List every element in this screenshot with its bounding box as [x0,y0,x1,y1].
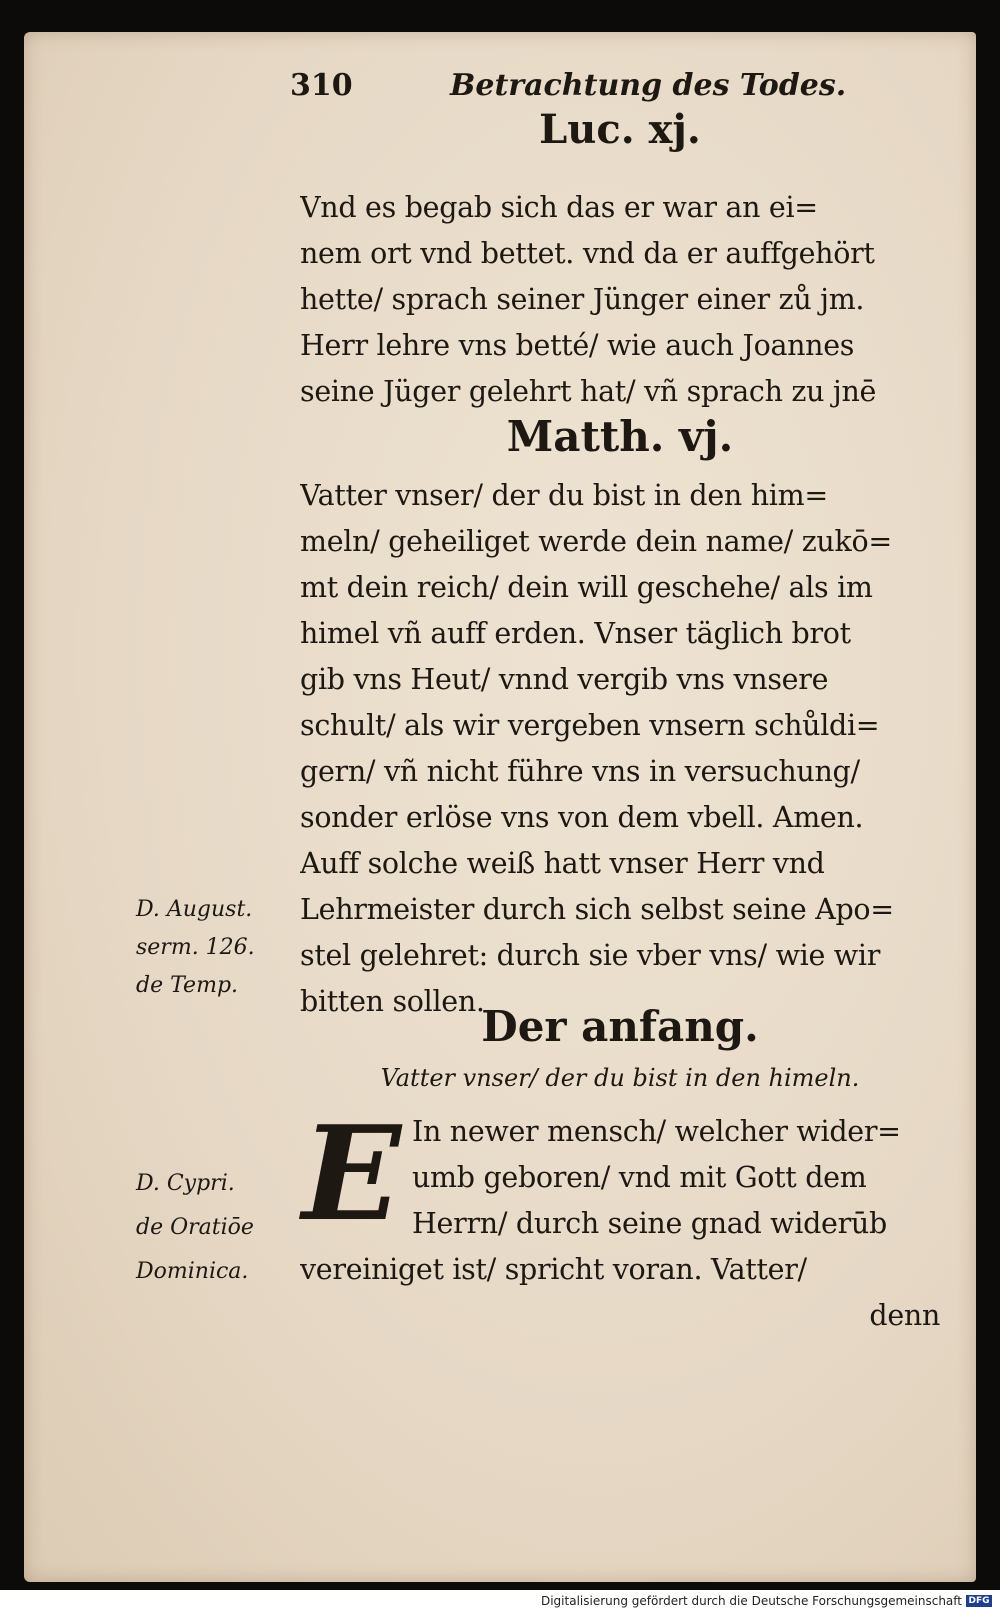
heading-luc: Luc. xj. [539,106,701,153]
text-line: hette/ sprach seiner Jünger einer zů jm. [300,283,865,316]
margin-note: D. August. [136,897,253,922]
text-line: vereiniget ist/ spricht voran. Vatter/ [300,1253,807,1286]
text-line: umb geboren/ vnd mit Gott dem [412,1161,867,1194]
page-header [290,58,850,108]
text-line: seine Jüger gelehrt hat/ vñ sprach zu jnē [300,375,877,408]
text-line: schult/ als wir vergeben vnsern schůldi= [300,709,880,742]
text-line: meln/ geheiliget werde dein name/ zukō= [300,525,892,558]
text-line: nem ort vnd bettet. vnd da er auffgehört [300,237,875,270]
text-line: mt dein reich/ dein will geschehe/ als im [300,571,873,604]
margin-note: Dominica. [136,1259,249,1284]
footer-text: Digitalisierung gefördert durch die Deutsche Forschungsgemeinschaft [540,1594,962,1608]
text-line: stel gelehret: durch sie vber vns/ wie wir [300,939,881,972]
text-line: Herr lehre vns betté/ wie auch Joannes [300,329,855,362]
text-line: Lehrmeister durch sich selbst seine Apo= [300,893,894,926]
decorated-initial: E [302,1097,402,1250]
text-line: bitten sollen. [300,985,485,1018]
subheading: Vatter vnser/ der du bist in den himeln. [380,1064,860,1092]
text-line: himel vñ auff erden. Vnser täglich brot [300,617,851,650]
margin-note: serm. 126. [136,935,255,960]
text-line: sonder erlöse vns von dem vbell. Amen. [300,801,864,834]
text-line: gib vns Heut/ vnnd vergib vns vnsere [300,663,829,696]
margin-note: D. Cypri. [136,1171,235,1196]
text-line: Herrn/ durch seine gnad widerūb [412,1207,887,1240]
heading-anfang: Der anfang. [481,1002,759,1051]
margin-note: de Temp. [136,973,239,998]
text-line: Auff solche weiß hatt vnser Herr vnd [300,847,825,880]
catchword: denn [869,1299,940,1332]
footer [541,1592,992,1610]
margin-note: de Oratiōe [136,1215,254,1240]
heading-matth: Matth. vj. [506,412,734,461]
text-line: gern/ vñ nicht führe vns in versuchung/ [300,755,860,788]
dfg-logo: DFG [966,1595,992,1607]
running-title: Betrachtung des Todes. [450,68,847,103]
text-line: Vatter vnser/ der du bist in den him= [300,479,828,512]
text-line: Vnd es begab sich das er war an ei= [300,191,818,224]
text-line: In newer mensch/ welcher wider= [412,1115,901,1148]
page-number: 310 [290,68,353,103]
